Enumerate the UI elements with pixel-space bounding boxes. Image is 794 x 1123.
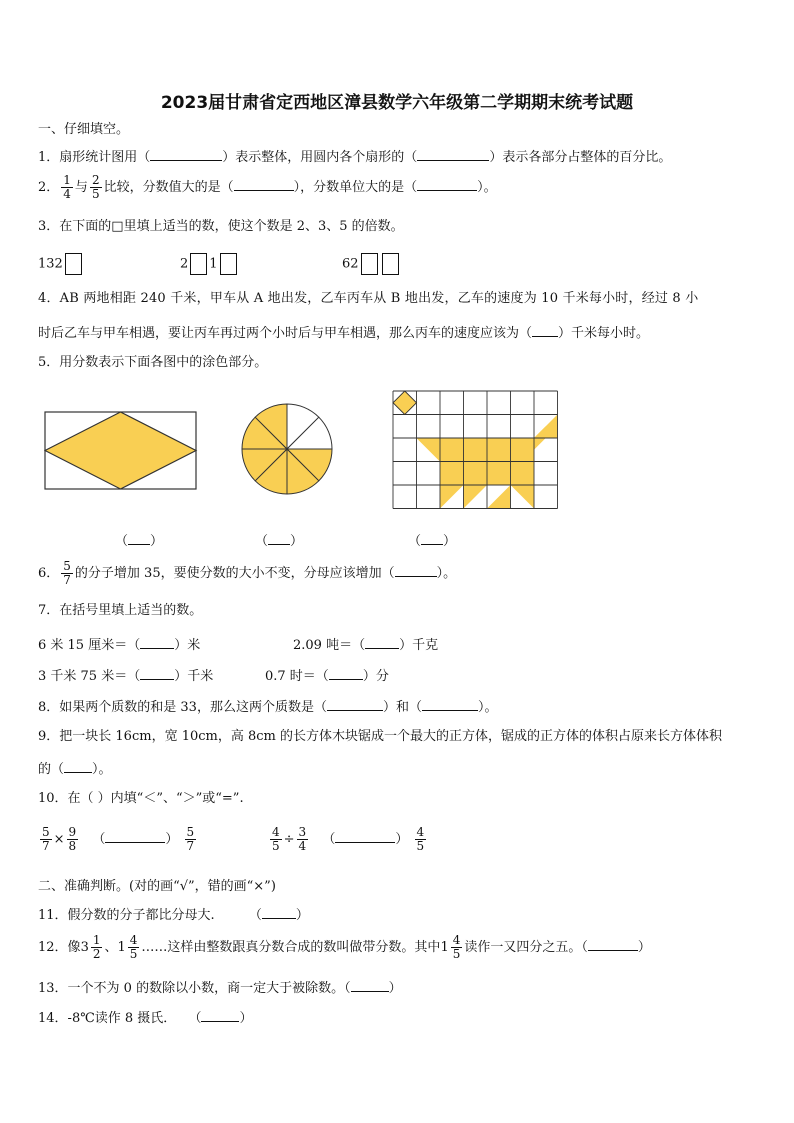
question-14: 14．-8℃读作 8 摄氏． （ ） <box>38 1007 252 1028</box>
page-title: 2023届甘肃省定西地区漳县数学六年级第二学期期末统考试题 <box>160 93 634 113</box>
answer-blank[interactable] <box>422 696 478 711</box>
answer-blank[interactable] <box>140 665 174 680</box>
section-heading-2: 二、准确判断。(对的画“√”，错的画“×”) <box>38 879 276 894</box>
figure-circle <box>240 402 334 496</box>
question-11: 11．假分数的分子都比分母大. （ ） <box>38 904 309 925</box>
question-13: 13．一个不为 0 的数除以小数，商一定大于被除数。（ ） <box>38 977 402 998</box>
compare-blank[interactable]: （ ） <box>92 832 178 847</box>
answer-blank[interactable] <box>365 634 399 649</box>
figure-rhombus <box>44 411 198 491</box>
judge-blank[interactable]: （ ） <box>188 1011 252 1026</box>
question-8: 8．如果两个质数的和是 33，那么这两个质数是（ ）和（ ）。 <box>38 696 498 717</box>
q7-item-1: 6 米 15 厘米＝（ ）米 <box>38 634 200 655</box>
question-10: 10．在（ ）内填“＜”、“＞”或“=”. <box>38 791 244 806</box>
q5-answer-3[interactable]: （ ） <box>408 530 456 551</box>
answer-blank[interactable] <box>64 758 92 773</box>
question-6: 6． $\frac{5}{7}$ 的分子增加 35，要使分数的大小不变，分母应该增加（ ）。 <box>38 559 457 587</box>
judge-blank[interactable]: （ ） <box>249 908 309 923</box>
fraction: $\frac{2}{5}$ <box>91 173 100 201</box>
answer-blank[interactable] <box>234 176 294 191</box>
judge-blank[interactable] <box>588 936 638 951</box>
q3-number-2: 2 1 <box>180 253 239 275</box>
shaded-leg <box>511 485 535 509</box>
q7-item-2: 2.09 吨＝（ ）千克 <box>293 634 438 655</box>
question-9-line1: 9．把一块长 16cm，宽 10cm，高 8cm 的长方体木块锯成一个最大的正方体，锯成的正方体的体积占原来长方体体积 <box>38 729 722 744</box>
q5-answer-1[interactable]: （ ） <box>115 530 163 551</box>
answer-blank[interactable] <box>150 146 222 161</box>
question-12: 12．像3 $\frac{1}{2}$ 、1 $\frac{4}{5}$ ……这样由整数跟真分数合成的数叫做带分数。其中1 $\frac{4}{5}$ 读作一又四分之五。（ ） <box>38 933 651 961</box>
shaded-leg <box>487 485 511 509</box>
q7-item-4: 0.7 时＝（ ）分 <box>265 665 389 686</box>
section-heading-1: 一、仔细填空。 <box>38 122 130 137</box>
answer-blank[interactable] <box>395 562 437 577</box>
answer-blank[interactable] <box>140 634 174 649</box>
shaded-leg <box>440 485 464 509</box>
q7-item-3: 3 千米 75 米＝（ ）千米 <box>38 665 213 686</box>
q10-comparison-1: $\frac{5}{7}$ × $\frac{9}{8}$ （ ） $\frac{5}{7}$ <box>42 825 195 853</box>
compare-blank[interactable]: （ ） <box>322 832 408 847</box>
q5-answer-2[interactable]: （ ） <box>255 530 303 551</box>
fraction: $\frac{1}{4}$ <box>63 173 71 201</box>
question-7: 7．在括号里填上适当的数。 <box>38 603 203 618</box>
q10-comparison-2: $\frac{4}{5}$ ÷ $\frac{3}{4}$ （ ） $\frac{4}{5}$ <box>272 825 425 853</box>
shaded-neck <box>417 438 441 462</box>
question-1: 1．扇形统计图用（ ）表示整体，用圆内各个扇形的（ ）表示各部分占整体的百分比。 <box>38 146 671 167</box>
shaded-head <box>393 391 417 415</box>
answer-blank[interactable] <box>329 665 363 680</box>
question-4-line2: 时后乙车与甲车相遇，要让丙车再过两个小时后与甲车相遇，那么丙车的速度应该为（ ）千米每小时。 <box>38 322 649 343</box>
answer-blank[interactable] <box>417 176 477 191</box>
digit-box[interactable] <box>190 253 207 275</box>
question-5: 5．用分数表示下面各图中的涂色部分。 <box>38 355 268 370</box>
figure-grid <box>392 390 558 510</box>
digit-box[interactable] <box>382 253 399 275</box>
answer-blank[interactable] <box>417 146 489 161</box>
digit-box[interactable] <box>220 253 237 275</box>
q3-number-3: 62 <box>342 253 401 275</box>
answer-blank[interactable] <box>532 322 558 337</box>
shaded-tail <box>534 415 558 439</box>
digit-box[interactable] <box>65 253 82 275</box>
question-2: 2． $\frac{1}{4}$ 与 $\frac{2}{5}$ 比较，分数值大的是（ ），分数单位大的是（ ）。 <box>38 173 497 201</box>
shaded-leg <box>464 485 488 509</box>
question-3: 3．在下面的□里填上适当的数，使这个数是 2、3、5 的倍数。 <box>38 219 404 234</box>
question-9-line2: 的（ ）。 <box>38 758 112 779</box>
judge-blank[interactable] <box>351 977 389 992</box>
question-4-line1: 4．AB 两地相距 240 千米，甲车从 A 地出发，乙车丙车从 B 地出发，乙车的速度为 10 千米每小时，经过 8 小 <box>38 291 699 306</box>
digit-box[interactable] <box>361 253 378 275</box>
fraction: $\frac{5}{7}$ <box>63 559 71 587</box>
answer-blank[interactable] <box>327 696 383 711</box>
q3-number-1: 132 <box>38 253 84 275</box>
